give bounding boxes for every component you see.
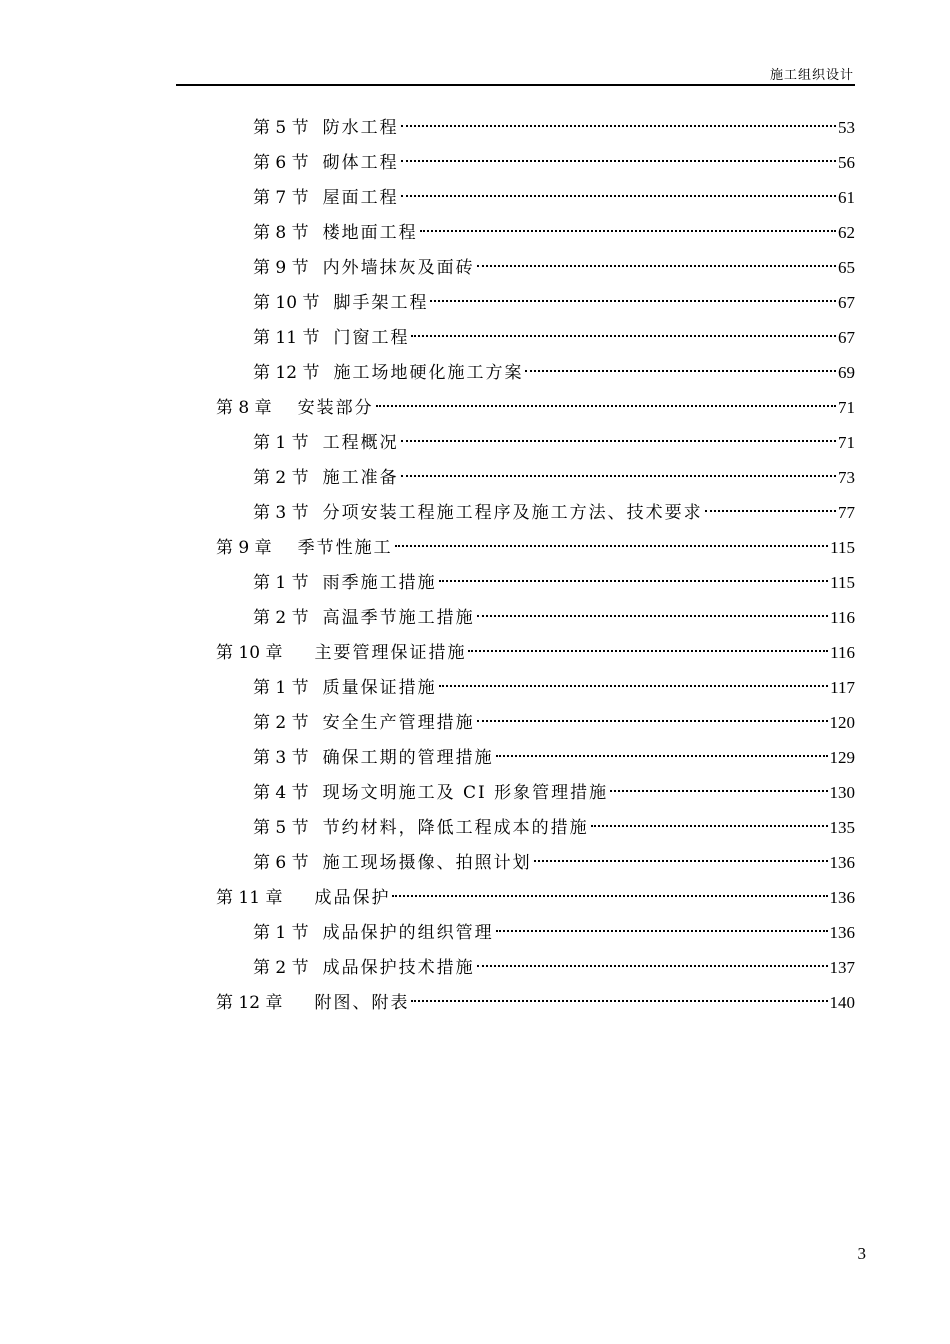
toc-entry-section[interactable]	[253, 110, 855, 145]
toc-entry-page: 67	[838, 328, 855, 347]
toc-entry-number: 第 12 节	[253, 363, 320, 383]
toc-entry-number: 第 10 节	[253, 293, 320, 313]
toc-entry-number: 第 9 章	[216, 538, 272, 558]
toc-entry-title: 安装部分	[297, 398, 374, 418]
toc-entry-page: 67	[838, 293, 855, 312]
toc-dot-leader	[477, 265, 836, 267]
header-rule	[176, 84, 855, 86]
toc-dot-leader	[401, 195, 836, 197]
toc-entry-section[interactable]	[253, 600, 855, 635]
toc-entry-number: 第 2 节	[253, 958, 309, 978]
toc-entry-chapter[interactable]	[216, 530, 855, 565]
toc-entry-number: 第 6 节	[253, 853, 309, 873]
toc-entry-number: 第 5 节	[253, 118, 309, 138]
toc-entry-section[interactable]	[253, 180, 855, 215]
toc-entry-section[interactable]	[253, 740, 855, 775]
toc-dot-leader	[411, 1000, 827, 1002]
toc-entry-section[interactable]	[253, 775, 855, 810]
toc-entry-title: 安全生产管理措施	[322, 713, 475, 733]
toc-entry-title: 成品保护的组织管理	[322, 923, 494, 943]
toc-entry-title: 屋面工程	[322, 188, 399, 208]
toc-entry-page: 56	[838, 153, 855, 172]
toc-entry-section[interactable]	[253, 285, 855, 320]
toc-entry-section[interactable]	[253, 845, 855, 880]
toc-dot-leader	[496, 755, 828, 757]
toc-entry-number: 第 3 节	[253, 503, 309, 523]
toc-entry-title: 施工场地硬化施工方案	[333, 363, 524, 383]
toc-entry-page: 117	[830, 678, 855, 697]
toc-entry-title: 附图、附表	[314, 993, 410, 1013]
toc-entry-title: 脚手架工程	[333, 293, 429, 313]
toc-entry-section[interactable]	[253, 950, 855, 985]
toc-dot-leader	[401, 160, 836, 162]
toc-entry-page: 115	[830, 573, 855, 592]
toc-entry-number: 第 8 章	[216, 398, 272, 418]
toc-entry-page: 137	[829, 958, 855, 977]
toc-entry-section[interactable]	[253, 670, 855, 705]
toc-entry-chapter[interactable]	[216, 985, 855, 1020]
toc-dot-leader	[534, 860, 828, 862]
toc-dot-leader	[401, 125, 836, 127]
toc-entry-title: 成品保护技术措施	[322, 958, 475, 978]
toc-entry-number: 第 5 节	[253, 818, 309, 838]
toc-entry-title: 施工现场摄像、拍照计划	[322, 853, 532, 873]
toc-entry-number: 第 4 节	[253, 783, 309, 803]
toc-dot-leader	[401, 475, 836, 477]
toc-dot-leader	[477, 965, 828, 967]
toc-entry-page: 53	[838, 118, 855, 137]
toc-entry-title: 楼地面工程	[322, 223, 418, 243]
toc-entry-page: 136	[829, 923, 855, 942]
toc-entry-title: 高温季节施工措施	[322, 608, 475, 628]
toc-dot-leader	[610, 790, 827, 792]
toc-entry-section[interactable]	[253, 460, 855, 495]
toc-entry-number: 第 6 节	[253, 153, 309, 173]
toc-entry-number: 第 2 节	[253, 608, 309, 628]
toc-entry-title: 防水工程	[322, 118, 399, 138]
toc-entry-number: 第 1 节	[253, 923, 309, 943]
toc-entry-title: 内外墙抹灰及面砖	[322, 258, 475, 278]
toc-entry-page: 65	[838, 258, 855, 277]
toc-dot-leader	[439, 685, 829, 687]
toc-entry-title: 门窗工程	[333, 328, 410, 348]
toc-entry-number: 第 9 节	[253, 258, 309, 278]
toc-entry-section[interactable]	[253, 215, 855, 250]
toc-entry-number: 第 2 节	[253, 713, 309, 733]
toc-dot-leader	[525, 370, 836, 372]
toc-entry-chapter[interactable]	[216, 635, 855, 670]
toc-entry-number: 第 7 节	[253, 188, 309, 208]
toc-entry-page: 61	[838, 188, 855, 207]
toc-entry-chapter[interactable]	[216, 390, 855, 425]
toc-dot-leader	[401, 440, 836, 442]
toc-entry-section[interactable]	[253, 425, 855, 460]
toc-entry-title: 砌体工程	[322, 153, 399, 173]
toc-entry-title: 工程概况	[322, 433, 399, 453]
toc-entry-section[interactable]	[253, 320, 855, 355]
toc-entry-title: 节约材料，降低工程成本的措施	[322, 818, 589, 838]
toc-entry-number: 第 11 章	[216, 888, 283, 908]
toc-dot-leader	[420, 230, 836, 232]
toc-dot-leader	[411, 335, 836, 337]
toc-entry-number: 第 11 节	[253, 328, 320, 348]
running-header-title: 施工组织设计	[769, 68, 854, 83]
toc-entry-page: 120	[829, 713, 855, 732]
toc-entry-section[interactable]	[253, 810, 855, 845]
toc-entry-title: 雨季施工措施	[322, 573, 437, 593]
toc-entry-section[interactable]	[253, 145, 855, 180]
toc-entry-section[interactable]	[253, 705, 855, 740]
toc-entry-title: 成品保护	[314, 888, 391, 908]
toc-entry-number: 第 1 节	[253, 573, 309, 593]
toc-entry-page: 136	[829, 888, 855, 907]
toc-entry-chapter[interactable]	[216, 880, 855, 915]
toc-entry-title: 现场文明施工及 CI 形象管理措施	[322, 783, 609, 803]
toc-dot-leader	[439, 580, 829, 582]
toc-entry-section[interactable]	[253, 915, 855, 950]
toc-dot-leader	[430, 300, 836, 302]
toc-entry-page: 130	[829, 783, 855, 802]
toc-entry-page: 71	[838, 433, 855, 452]
toc-entry-page: 140	[829, 993, 855, 1012]
toc-entry-section[interactable]	[253, 565, 855, 600]
toc-entry-page: 136	[829, 853, 855, 872]
toc-entry-title: 主要管理保证措施	[314, 643, 467, 663]
toc-entry-number: 第 2 节	[253, 468, 309, 488]
toc-entry-page: 73	[838, 468, 855, 487]
toc-entry-page: 62	[838, 223, 855, 242]
toc-dot-leader	[705, 510, 836, 512]
toc-entry-title: 施工准备	[322, 468, 399, 488]
page-number: 3	[857, 1244, 866, 1263]
toc-entry-number: 第 10 章	[216, 643, 283, 663]
toc-dot-leader	[376, 405, 836, 407]
toc-entry-number: 第 3 节	[253, 748, 309, 768]
toc-entry-title: 质量保证措施	[322, 678, 437, 698]
toc-entry-page: 77	[838, 503, 855, 522]
toc-dot-leader	[477, 720, 828, 722]
toc-entry-title: 确保工期的管理措施	[322, 748, 494, 768]
toc-entry-page: 115	[830, 538, 855, 557]
toc-entry-section[interactable]	[253, 250, 855, 285]
toc-entry-page: 116	[830, 643, 855, 662]
toc-entry-title: 季节性施工	[297, 538, 393, 558]
toc-entry-page: 71	[838, 398, 855, 417]
toc-dot-leader	[591, 825, 828, 827]
toc-entry-page: 129	[829, 748, 855, 767]
toc-entry-page: 135	[829, 818, 855, 837]
toc-entry-section[interactable]	[253, 495, 855, 530]
toc-dot-leader	[468, 650, 828, 652]
toc-entry-page: 116	[830, 608, 855, 627]
toc-entry-number: 第 1 节	[253, 678, 309, 698]
toc-entry-number: 第 8 节	[253, 223, 309, 243]
toc-dot-leader	[477, 615, 829, 617]
toc-dot-leader	[496, 930, 828, 932]
toc-entry-number: 第 1 节	[253, 433, 309, 453]
toc-entry-title: 分项安装工程施工程序及施工方法、技术要求	[322, 503, 703, 523]
toc-entry-page: 69	[838, 363, 855, 382]
toc-dot-leader	[392, 895, 827, 897]
toc-dot-leader	[395, 545, 829, 547]
toc-entry-number: 第 12 章	[216, 993, 283, 1013]
toc-entry-section[interactable]	[253, 355, 855, 390]
